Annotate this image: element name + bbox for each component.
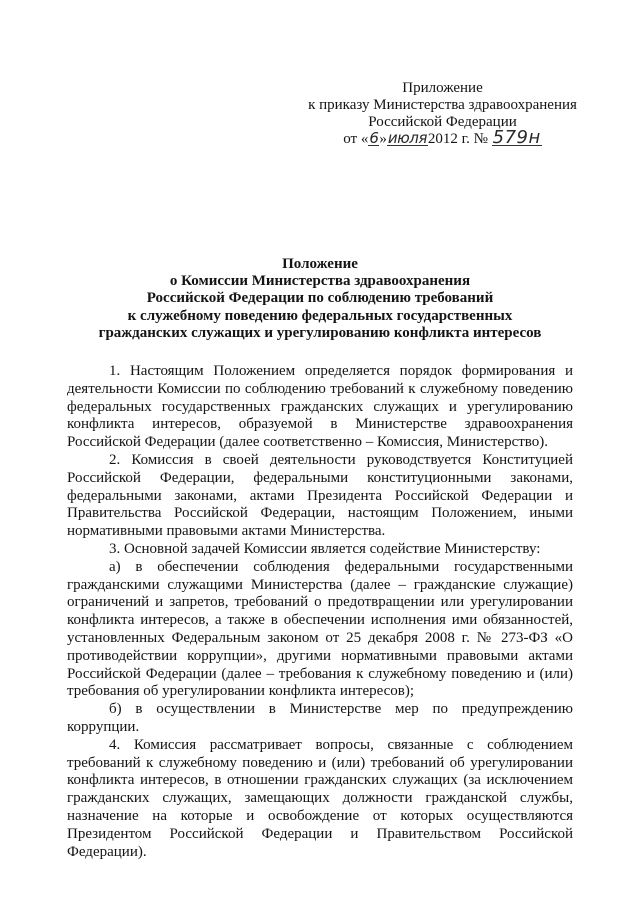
title-line-4: к служебному поведению федеральных государственных [127, 307, 513, 324]
appendix-label: Приложение [402, 80, 483, 96]
date-prefix: от « [343, 131, 369, 147]
paragraph-3: 3. Основной задачей Комиссии является содействие Министерству: [109, 540, 541, 557]
document-title [60, 256, 580, 342]
handwritten-order-number: 579н [492, 127, 541, 148]
appendix-ministry: Российской Федерации [368, 114, 517, 130]
paragraph-3b: б) в осуществлении в Министерстве мер по предупреждению коррупции. [67, 701, 573, 735]
handwritten-day: 6 [369, 129, 379, 147]
handwritten-month: июля [387, 129, 427, 147]
document-body [67, 363, 573, 861]
title-line-5: гражданских служащих и урегулированию конфликта интересов [98, 324, 542, 341]
appendix-date-line [300, 127, 585, 148]
title-line-1: Положение [282, 256, 358, 272]
paragraph-2: 2. Комиссия в своей деятельности руководствуется Конституцией Российской Федерации, федеральными конституционными законами, федеральными законами, актами Президента Российской Федерации и Правительства Российской Федерации, настоящим Положением, иными нормативными правовыми актами Министерства. [67, 451, 573, 540]
appendix-header [300, 80, 585, 148]
paragraph-1: 1. Настоящим Положением определяется порядок формирования и деятельности Комиссии по соблюдению требований к служебному поведению федеральных государственных гражданских служащих и урегулированию конфликта интересов, образуемой в Министерстве здравоохранения Российской Федерации (далее соответственно – Комиссия, Министерство). [67, 363, 573, 451]
appendix-order-ref: к приказу Министерства здравоохранения [308, 97, 577, 113]
year-and-number-label: 2012 г. № [427, 131, 488, 147]
title-line-3: Российской Федерации по соблюдению требований [146, 290, 494, 307]
title-line-2: о Комиссии Министерства здравоохранения [169, 273, 471, 290]
month-separator: » [379, 131, 387, 147]
paragraph-4: 4. Комиссия рассматривает вопросы, связанные с соблюдением требований к служебному поведению и (или) требований об урегулировании конфликта интересов, в отношении гражданских служащих (за исключением гражданских служащих, замещающих должности гражданской службы, назначение на которые и освобождение от которых осуществляются Президентом Российской Федерации и Правительством Российской Федерации). [67, 736, 573, 860]
paragraph-3a: а) в обеспечении соблюдения федеральными государственными гражданскими служащими Министерства (далее – гражданские служащие) ограничений и запретов, требований о предотвращении или урегулировании конфликта интересов, а также в обеспечении исполнения ими обязанностей, установленных Федеральным законом от 25 декабря 2008 г. № 273-ФЗ «О противодействии коррупции», другими нормативными правовыми актами Российской Федерации (далее – требования к служебному поведению и (или) требования об урегулировании конфликта интересов); [67, 558, 573, 700]
